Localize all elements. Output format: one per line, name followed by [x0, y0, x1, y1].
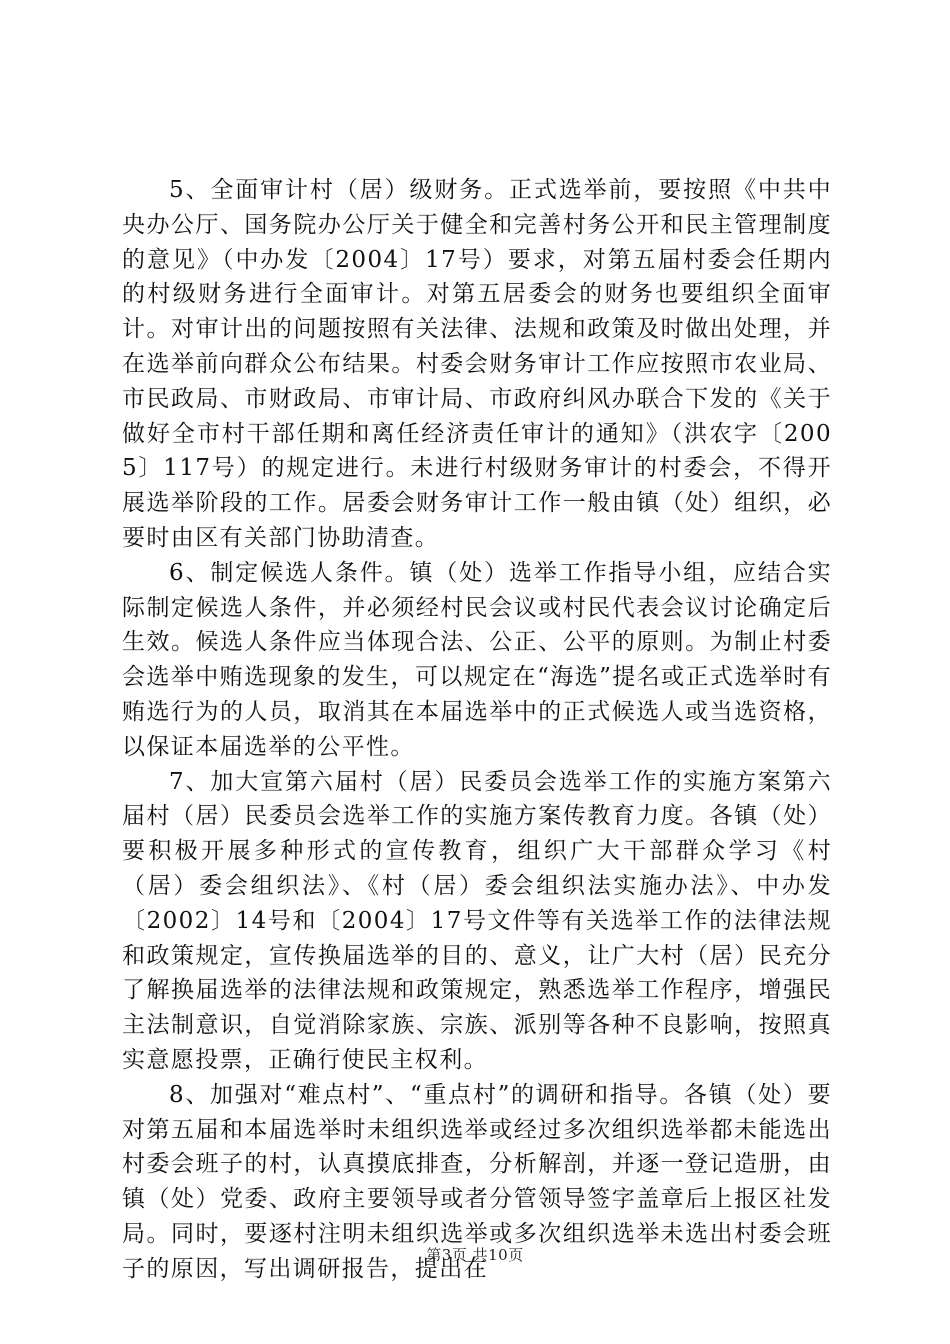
paragraph-7-publicity-education: 7、加大宣第六届村（居）民委员会选举工作的实施方案第六届村（居）民委员会选举工作的实施方案传教育力度。各镇（处）要积极开展多种形式的宣传教育，组织广大干部群众学习《村（居）委会组织法》、《村（居）委会组织法实施办法》、中办发〔2002〕14号和〔2004〕17号文件等有关选举工作的法律法规和政策规定，宣传换届选举的目的、意义，让广大村（居）民充分了解换届选举的法律法规和政策规定，熟悉选举工作程序，增强民主法制意识，自觉消除家族、宗族、派别等各种不良影响，按照真实意愿投票，正确行使民主权利。: [122, 768, 832, 1073]
paragraph-5-audit-finances: 5、全面审计村（居）级财务。正式选举前，要按照《中共中央办公厅、国务院办公厅关于健全和完善村务公开和民主管理制度的意见》（中办发〔2004〕17号）要求，对第五届村委会任期内的村级财务进行全面审计。对第五居委会的财务也要组织全面审计。对审计出的问题按照有关法律、法规和政策及时做出处理，并在选举前向群众公布结果。村委会财务审计工作应按照市农业局、市民政局、市财政局、市审计局、市政府纠风办联合下发的《关于做好全市村干部任期和离任经济责任审计的通知》（洪农字〔2005〕117号）的规定进行。未进行村级财务审计的村委会，不得开展选举阶段的工作。居委会财务审计工作一般由镇（处）组织，必要时由区有关部门协助清查。: [122, 177, 832, 551]
document-body: [122, 173, 832, 1287]
page-number-footer: 第3页 共10页: [426, 1246, 524, 1264]
paragraph-6-candidate-conditions: 6、制定候选人条件。镇（处）选举工作指导小组，应结合实际制定候选人条件，并必须经村民会议或村民代表会议讨论确定后生效。候选人条件应当体现合法、公正、公平的原则。为制止村委会选举中贿选现象的发生，可以规定在“海选”提名或正式选举时有贿选行为的人员，取消其在本届选举中的正式候选人或当选资格，以保证本届选举的公平性。: [122, 559, 832, 760]
paragraph-8-difficult-villages: 8、加强对“难点村”、“重点村”的调研和指导。各镇（处）要对第五届和本届选举时未组织选举或经过多次组织选举都未能选出村委会班子的村，认真摸底排查，分析解剖，并逐一登记造册，由镇（处）党委、政府主要领导或者分管领导签字盖章后上报区社发局。同时，要逐村注明未组织选举或多次组织选举未选出村委会班子的原因，写出调研报告，提出在: [122, 1081, 832, 1282]
